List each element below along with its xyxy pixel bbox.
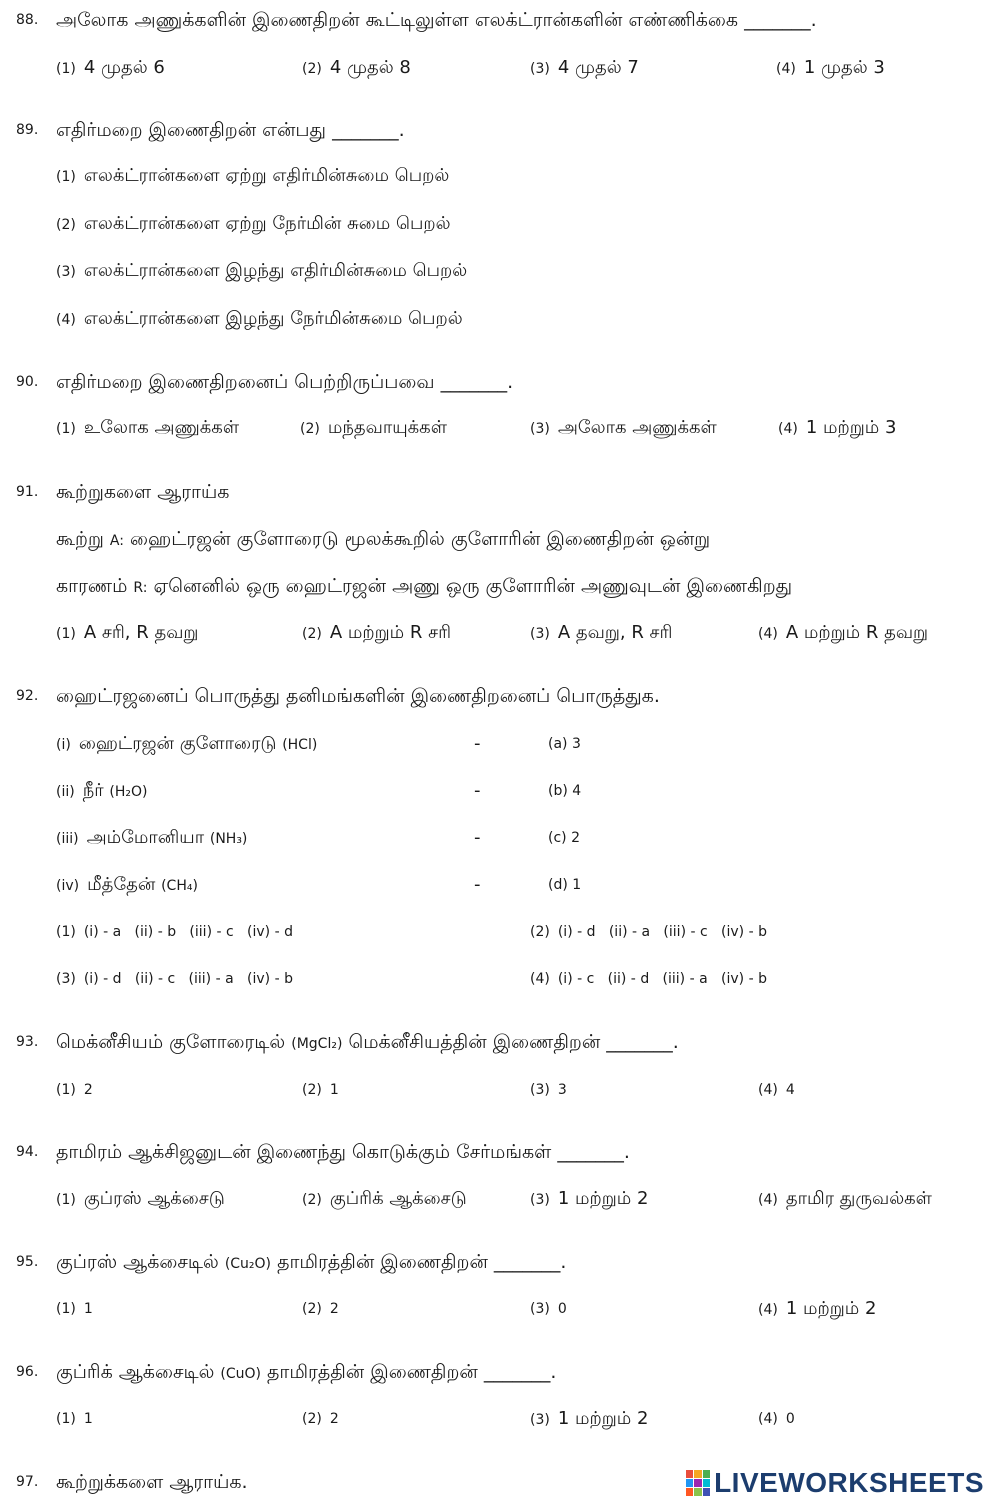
logo-square [686, 1470, 693, 1478]
option-4[interactable]: (4) (i) - c (ii) - d (iii) - a (iv) - b [530, 971, 767, 987]
option-3[interactable]: (3) அலோக அணுக்கள் [530, 417, 717, 438]
option-1[interactable]: (1) 2 [56, 1082, 93, 1098]
option-1[interactable]: (1) குப்ரஸ் ஆக்சைடு [56, 1188, 225, 1209]
question-number: 95. [16, 1254, 39, 1270]
option-4[interactable]: (4) 0 [758, 1411, 795, 1427]
question-text: அலோக அணுக்களின் இணைதிறன் கூட்டிலுள்ள எலக்ட்ரான்களின் எண்ணிக்கை _______. [56, 9, 817, 31]
option-4[interactable]: (4) A மற்றும் R தவறு [758, 622, 929, 643]
question-text: தாமிரம் ஆக்சிஜனுடன் இணைந்து கொடுக்கும் சேர்மங்கள் _______. [56, 1141, 630, 1163]
question-number: 96. [16, 1364, 39, 1380]
option-1[interactable]: (1) 4 முதல் 6 [56, 57, 165, 78]
logo-square [694, 1470, 701, 1478]
logo-square [686, 1488, 693, 1496]
logo-square [703, 1470, 710, 1478]
option-1[interactable]: (1) 1 [56, 1411, 93, 1427]
option-1[interactable]: (1) உலோக அணுக்கள் [56, 417, 240, 438]
option-1[interactable]: (1) A சரி, R தவறு [56, 622, 199, 643]
logo-text: LIVEWORKSHEETS [714, 1467, 984, 1498]
question-number: 92. [16, 688, 39, 704]
option-2[interactable]: (2) குப்ரிக் ஆக்சைடு [302, 1188, 467, 1209]
option-4[interactable]: (4) 4 [758, 1082, 795, 1098]
question-text: எதிர்மறை இணைதிறனைப் பெற்றிருப்பவை _______. [56, 371, 514, 393]
question-number: 90. [16, 374, 39, 390]
option-3[interactable]: (3) A தவறு, R சரி [530, 622, 673, 643]
logo-square [703, 1488, 710, 1496]
liveworksheets-logo [686, 1466, 984, 1500]
option-3[interactable]: (3) 1 மற்றும் 2 [530, 1408, 649, 1429]
option-2[interactable]: (2) மந்தவாயுக்கள் [300, 417, 447, 438]
option-4[interactable]: (4) 1 மற்றும் 3 [778, 417, 897, 438]
question-text: குப்ரிக் ஆக்சைடில் (CuO) தாமிரத்தின் இணைதிறன் _______. [56, 1361, 557, 1383]
logo-square [686, 1479, 693, 1487]
question-text: எதிர்மறை இணைதிறன் என்பது _______. [56, 119, 405, 141]
option-3[interactable]: (3) (i) - d (ii) - c (iii) - a (iv) - b [56, 971, 293, 987]
option-3[interactable]: (3) 3 [530, 1082, 567, 1098]
option-2[interactable]: (2) 2 [302, 1411, 339, 1427]
option-3[interactable]: (3) 4 முதல் 7 [530, 57, 639, 78]
question-text: கூற்றுக்களை ஆராய்க. [56, 1471, 248, 1493]
logo-square [694, 1488, 701, 1496]
logo-grid-icon [686, 1470, 710, 1496]
option-3[interactable]: (3) 1 மற்றும் 2 [530, 1188, 649, 1209]
logo-square [694, 1479, 701, 1487]
option-2[interactable]: (2) A மற்றும் R சரி [302, 622, 452, 643]
question-text: குப்ரஸ் ஆக்சைடில் (Cu₂O) தாமிரத்தின் இணைதிறன் _______. [56, 1251, 567, 1273]
option-2[interactable]: (2) 1 [302, 1082, 339, 1098]
option-4[interactable]: (4) 1 முதல் 3 [776, 57, 885, 78]
option-1[interactable]: (1) (i) - a (ii) - b (iii) - c (iv) - d [56, 924, 293, 940]
option-4[interactable]: (4) 1 மற்றும் 2 [758, 1298, 877, 1319]
question-number: 97. [16, 1474, 39, 1490]
logo-square [703, 1479, 710, 1487]
option-1[interactable]: (1) 1 [56, 1301, 93, 1317]
question-number: 89. [16, 122, 39, 138]
option-2[interactable]: (2) 4 முதல் 8 [302, 57, 411, 78]
question-text: மெக்னீசியம் குளோரைடில் (MgCl₂) மெக்னீசியத்தின் இணைதிறன் _______. [56, 1031, 679, 1053]
question-text: கூற்றுகளை ஆராய்க [56, 481, 230, 503]
question-number: 88. [16, 12, 39, 28]
option-4[interactable]: (4) தாமிர துருவல்கள் [758, 1188, 932, 1209]
question-number: 94. [16, 1144, 39, 1160]
question-number: 93. [16, 1034, 39, 1050]
option-2[interactable]: (2) (i) - d (ii) - a (iii) - c (iv) - b [530, 924, 767, 940]
question-number: 91. [16, 484, 39, 500]
option-3[interactable]: (3) 0 [530, 1301, 567, 1317]
question-text: ஹைட்ரஜனைப் பொருத்து தனிமங்களின் இணைதிறனைப் பொருத்துக. [56, 685, 660, 707]
option-2[interactable]: (2) 2 [302, 1301, 339, 1317]
